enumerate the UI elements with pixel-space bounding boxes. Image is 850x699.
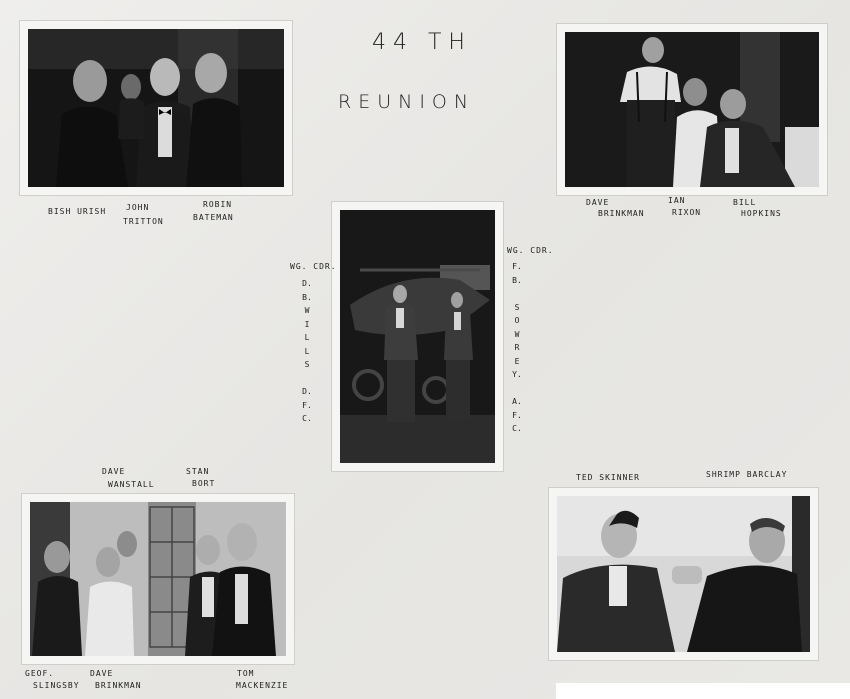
caption-letter: E: [514, 356, 520, 366]
photo-top-right: [557, 24, 827, 195]
caption-letter: Y.: [512, 370, 522, 379]
caption-john: JOHN: [126, 203, 150, 212]
caption-letter: A.: [512, 397, 522, 406]
caption-letter: W: [514, 329, 520, 339]
caption-brinkman: BRINKMAN: [598, 209, 645, 218]
photo-center: [332, 202, 503, 471]
caption-letter: L: [304, 333, 310, 342]
caption-brinkman-bottom: BRINKMAN: [95, 681, 142, 690]
caption-letter: C.: [302, 414, 312, 423]
caption-ted-skinner: TED SKINNER: [576, 473, 640, 482]
caption-letter: F.: [302, 400, 312, 410]
caption-letter: D.: [302, 387, 312, 396]
photo-image: [28, 29, 284, 187]
caption-wanstall: WANSTALL: [108, 480, 155, 489]
photo-top-left: [20, 21, 292, 195]
caption-letter: L: [304, 346, 310, 356]
caption-letter: F.: [512, 262, 522, 271]
caption-geof: GEOF.: [25, 669, 55, 678]
caption-letter: D.: [302, 279, 312, 288]
caption-robin: ROBIN: [203, 200, 233, 209]
caption-slingsby: SLINGSBY: [33, 681, 80, 690]
photo-image: [30, 502, 286, 656]
caption-hopkins: HOPKINS: [741, 209, 782, 218]
caption-wg-cdr-left: WG. CDR.: [290, 262, 337, 271]
caption-mackenzie: MACKENZIE: [236, 681, 289, 690]
caption-bish-urish: BISH URISH: [48, 207, 107, 216]
caption-dave: DAVE: [586, 198, 610, 207]
caption-wg-cdr-right: WG. CDR.: [507, 246, 554, 255]
caption-dave-top: DAVE: [102, 467, 126, 476]
caption-letter: R: [514, 343, 520, 352]
caption-letter: O: [514, 316, 520, 325]
caption-bill: BILL: [733, 198, 757, 207]
caption-ian: IAN: [668, 196, 686, 205]
caption-letter: F.: [512, 410, 522, 420]
caption-letter: [510, 287, 524, 301]
caption-letter: B.: [512, 275, 522, 285]
caption-sowrey-vertical: [510, 260, 524, 436]
caption-letter: W: [304, 306, 310, 315]
photo-image: [557, 496, 810, 652]
scan-edge: [556, 683, 850, 699]
caption-letter: [510, 382, 524, 396]
photo-bottom-left: [22, 494, 294, 664]
caption-tritton: TRITTON: [123, 217, 164, 226]
photo-image: [340, 210, 495, 463]
caption-letter: [300, 372, 314, 386]
caption-letter: I: [304, 319, 310, 329]
caption-bateman: BATEMAN: [193, 213, 234, 222]
page-title-number: 44 TH: [372, 30, 472, 55]
photo-bottom-right: [549, 488, 818, 660]
caption-letter: S: [514, 302, 520, 312]
caption-letter: C.: [512, 424, 522, 433]
caption-shrimp-barclay: SHRIMP BARCLAY: [706, 470, 788, 479]
caption-bort: BORT: [192, 479, 216, 488]
caption-stan: STAN: [186, 467, 210, 476]
photo-image: [565, 32, 819, 187]
caption-dave-bottom: DAVE: [90, 669, 114, 678]
caption-letter: B.: [302, 292, 312, 302]
caption-rixon: RIXON: [672, 208, 702, 217]
page-title: REUNION: [338, 91, 476, 113]
caption-wills-vertical: [300, 277, 314, 426]
caption-tom: TOM: [237, 669, 255, 678]
caption-letter: S: [304, 360, 310, 369]
